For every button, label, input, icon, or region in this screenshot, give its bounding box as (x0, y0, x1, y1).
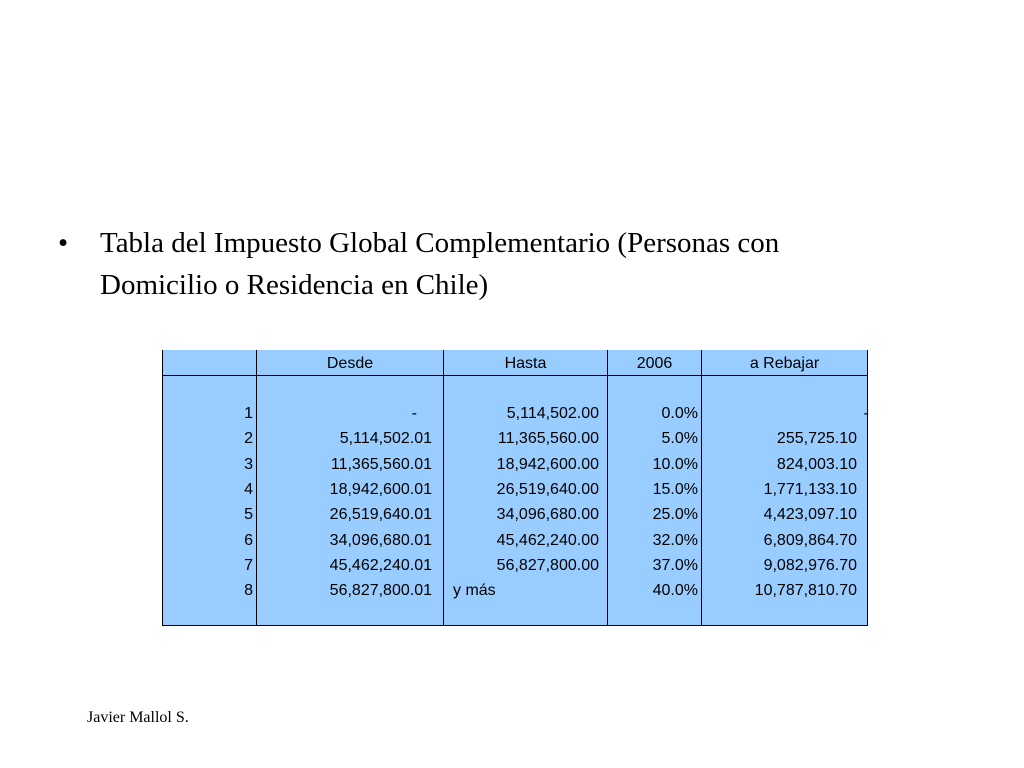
cell-desde: 34,096,680.01 (329, 531, 432, 549)
cell-desde: 26,519,640.01 (329, 506, 432, 524)
row-number: 1 (244, 405, 253, 422)
cell-desde: 11,365,560.01 (330, 455, 432, 473)
cell-hasta: 34,096,680.00 (496, 506, 599, 524)
cell-hasta: 56,827,800.00 (496, 556, 599, 574)
cell-rate: 10.0% (652, 455, 698, 473)
row-number: 7 (244, 556, 253, 574)
cell-rebajar: 4,423,097.10 (763, 506, 857, 524)
header-desde: Desde (326, 355, 374, 372)
cell-rate: 37.0% (652, 556, 698, 574)
cell-rebajar: 255,725.10 (776, 430, 857, 448)
cell-rate: 0.0% (661, 405, 698, 422)
cell-rebajar: 6,809,864.70 (763, 531, 857, 549)
row-number: 8 (244, 582, 253, 600)
cell-desde: 18,942,600.01 (329, 480, 432, 498)
cell-hasta: y más (453, 582, 496, 600)
row-number: 4 (244, 480, 253, 498)
row-number: 2 (244, 430, 253, 448)
cell-desde: - (411, 405, 417, 422)
cell-hasta: 11,365,560.00 (497, 430, 599, 448)
cell-hasta: 5,114,502.00 (506, 405, 599, 422)
tax-table (162, 350, 868, 626)
cell-rate: 15.0% (652, 480, 698, 498)
cell-rate: 25.0% (652, 506, 698, 524)
slide-title-line-2: Domicilio o Residencia en Chile) (100, 269, 489, 301)
cell-rebajar: 10,787,810.70 (754, 582, 857, 600)
cell-rebajar: 9,082,976.70 (763, 556, 857, 574)
row-number: 6 (244, 531, 253, 549)
slide-title-line-1: Tabla del Impuesto Global Complementario (Personas con (100, 227, 780, 259)
cell-rate: 32.0% (652, 531, 698, 549)
header-hasta: Hasta (504, 355, 547, 372)
row-number: 5 (244, 506, 253, 524)
cell-hasta: 45,462,240.00 (496, 531, 599, 549)
bullet-dot: • (58, 227, 69, 259)
cell-rate: 5.0% (661, 430, 698, 448)
cell-rebajar: 1,771,133.10 (763, 480, 857, 498)
cell-desde: 45,462,240.01 (329, 556, 432, 574)
cell-rate: 40.0% (652, 582, 698, 600)
bullet-item (58, 222, 958, 306)
row-number: 3 (244, 455, 253, 473)
cell-rebajar: - (863, 405, 869, 422)
cell-hasta: 26,519,640.00 (496, 480, 599, 498)
cell-hasta: 18,942,600.00 (496, 455, 599, 473)
header-2006: 2006 (636, 355, 673, 372)
cell-desde: 56,827,800.01 (329, 582, 432, 600)
cell-desde: 5,114,502.01 (339, 430, 432, 448)
footer-author: Javier Mallol S. (87, 709, 189, 726)
slide-title (100, 222, 958, 306)
header-a-rebajar: a Rebajar (749, 355, 820, 372)
cell-rebajar: 824,003.10 (776, 455, 857, 473)
